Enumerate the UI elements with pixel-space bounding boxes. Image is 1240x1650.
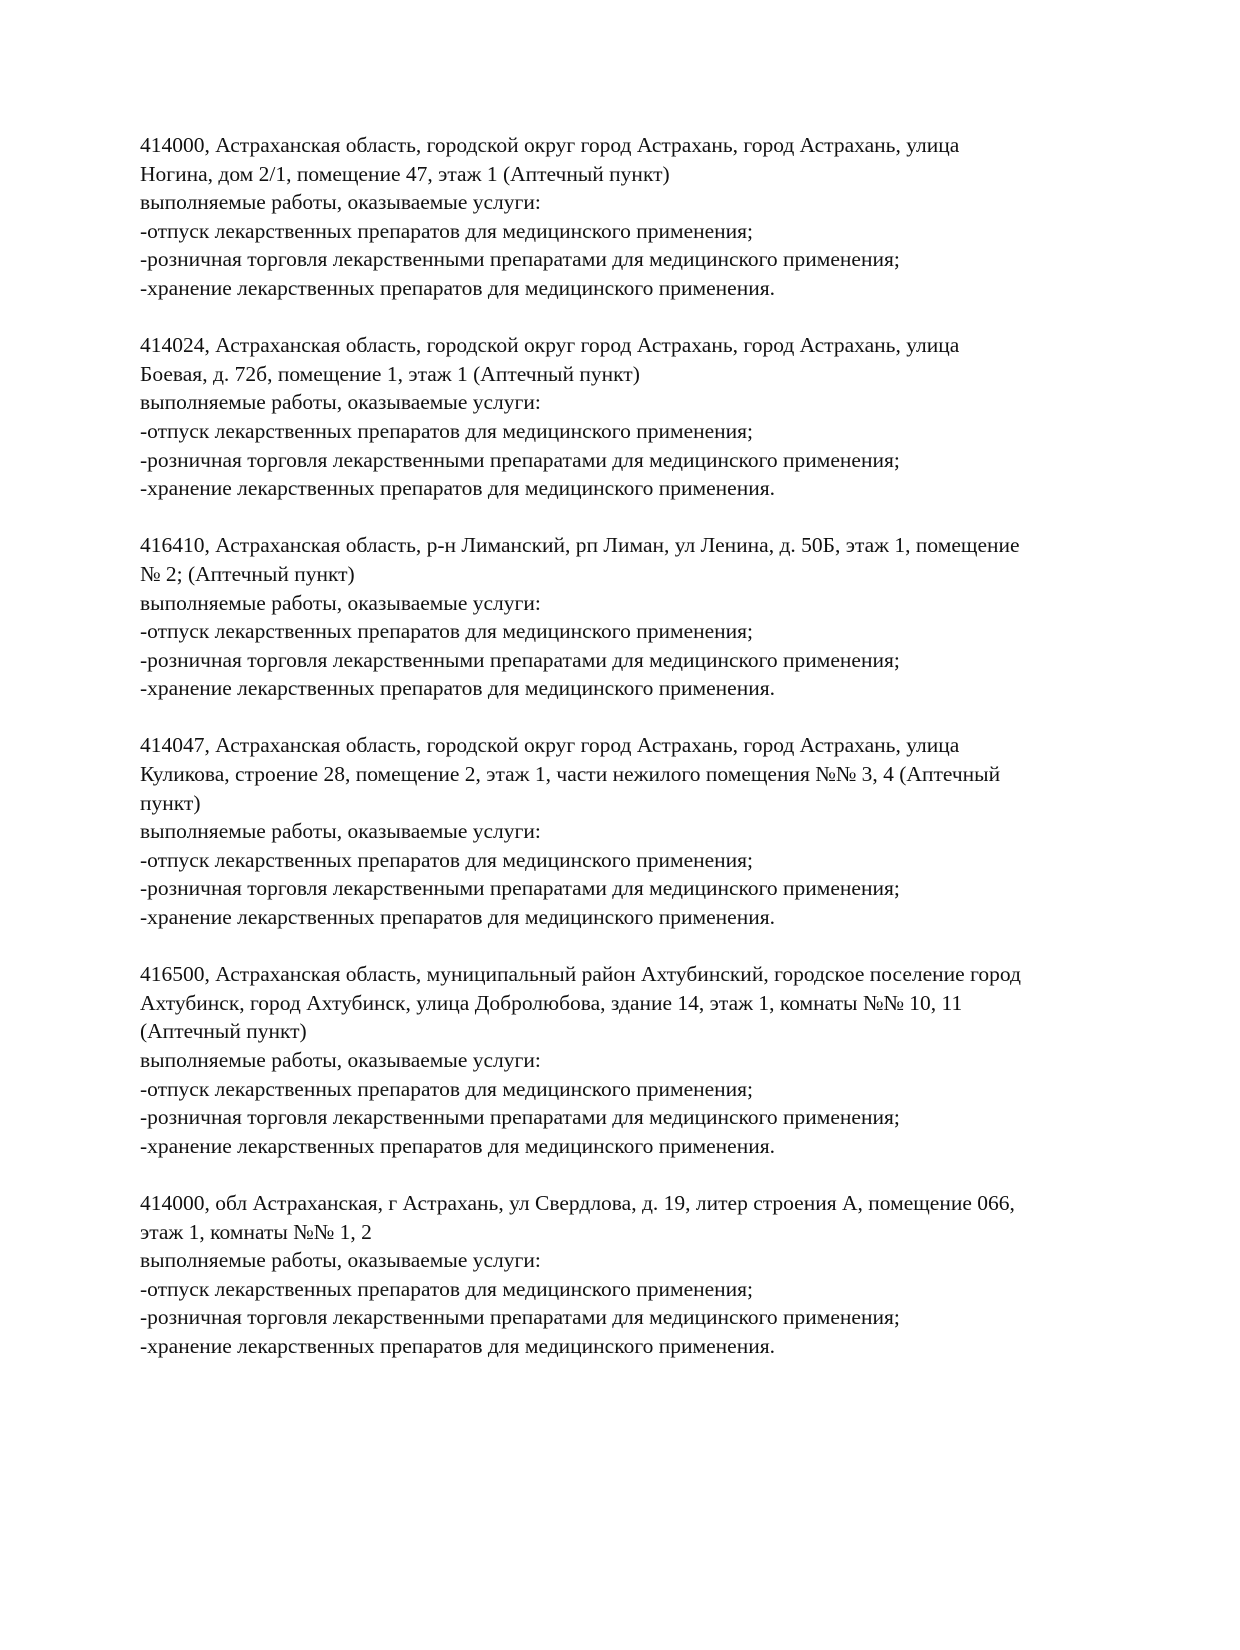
service-item: -отпуск лекарственных препаратов для медицинского применения; [140, 1276, 754, 1301]
address-line: этаж 1, комнаты №№ 1, 2 [140, 1219, 372, 1244]
address-line: пункт) [140, 790, 201, 815]
address-line: (Аптечный пункт) [140, 1019, 307, 1044]
address-line: № 2; (Аптечный пункт) [140, 561, 355, 586]
address-line: Ногина, дом 2/1, помещение 47, этаж 1 (Аптечный пункт) [140, 161, 670, 186]
service-item: -хранение лекарственных препаратов для медицинского применения. [140, 676, 775, 701]
address-line: 414024, Астраханская область, городской округ город Астрахань, город Астрахань, улица [140, 333, 960, 358]
service-item: -розничная торговля лекарственными препаратами для медицинского применения; [140, 1305, 900, 1330]
service-item: -отпуск лекарственных препаратов для медицинского применения; [140, 619, 754, 644]
services-heading: выполняемые работы, оказываемые услуги: [140, 190, 541, 215]
service-item: -хранение лекарственных препаратов для медицинского применения. [140, 905, 775, 930]
services-heading: выполняемые работы, оказываемые услуги: [140, 819, 541, 844]
document-body [140, 131, 1140, 1361]
service-item: -отпуск лекарственных препаратов для медицинского применения; [140, 1076, 754, 1101]
service-item: -розничная торговля лекарственными препаратами для медицинского применения; [140, 876, 900, 901]
address-line: Куликова, строение 28, помещение 2, этаж 1, части нежилого помещения №№ 3, 4 (Аптечный [140, 762, 1001, 787]
address-line: Боевая, д. 72б, помещение 1, этаж 1 (Аптечный пункт) [140, 361, 640, 386]
pharmacy-entry [140, 331, 1140, 503]
pharmacy-entry [140, 960, 1140, 1160]
services-heading: выполняемые работы, оказываемые услуги: [140, 1048, 541, 1072]
service-item: -хранение лекарственных препаратов для медицинского применения. [140, 275, 775, 300]
pharmacy-entry [140, 1189, 1140, 1361]
services-heading: выполняемые работы, оказываемые услуги: [140, 590, 541, 615]
pharmacy-entry [140, 531, 1140, 703]
pharmacy-entry [140, 731, 1140, 931]
address-line: Ахтубинск, город Ахтубинск, улица Добролюбова, здание 14, этаж 1, комнаты №№ 10, 11 [140, 990, 963, 1015]
pharmacy-entry [140, 131, 1140, 303]
service-item: -отпуск лекарственных препаратов для медицинского применения; [140, 847, 754, 872]
services-heading: выполняемые работы, оказываемые услуги: [140, 1248, 541, 1273]
service-item: -отпуск лекарственных препаратов для медицинского применения; [140, 218, 754, 243]
service-item: -хранение лекарственных препаратов для медицинского применения. [140, 1133, 775, 1158]
address-line: 414000, обл Астраханская, г Астрахань, ул Свердлова, д. 19, литер строения А, помещение 066, [140, 1190, 1015, 1215]
service-item: -отпуск лекарственных препаратов для медицинского применения; [140, 418, 754, 443]
service-item: -розничная торговля лекарственными препаратами для медицинского применения; [140, 247, 900, 272]
address-line: 414000, Астраханская область, городской округ город Астрахань, город Астрахань, улица [140, 133, 960, 157]
service-item: -хранение лекарственных препаратов для медицинского применения. [140, 1333, 775, 1358]
services-heading: выполняемые работы, оказываемые услуги: [140, 390, 541, 415]
service-item: -хранение лекарственных препаратов для медицинского применения. [140, 476, 775, 501]
address-line: 416410, Астраханская область, р-н Лиманский, рп Лиман, ул Ленина, д. 50Б, этаж 1, помещение [140, 533, 1020, 558]
address-line: 416500, Астраханская область, муниципальный район Ахтубинский, городское поселение город [140, 962, 1021, 987]
service-item: -розничная торговля лекарственными препаратами для медицинского применения; [140, 647, 900, 672]
address-line: 414047, Астраханская область, городской округ город Астрахань, город Астрахань, улица [140, 733, 960, 758]
service-item: -розничная торговля лекарственными препаратами для медицинского применения; [140, 447, 900, 472]
service-item: -розничная торговля лекарственными препаратами для медицинского применения; [140, 1105, 900, 1130]
